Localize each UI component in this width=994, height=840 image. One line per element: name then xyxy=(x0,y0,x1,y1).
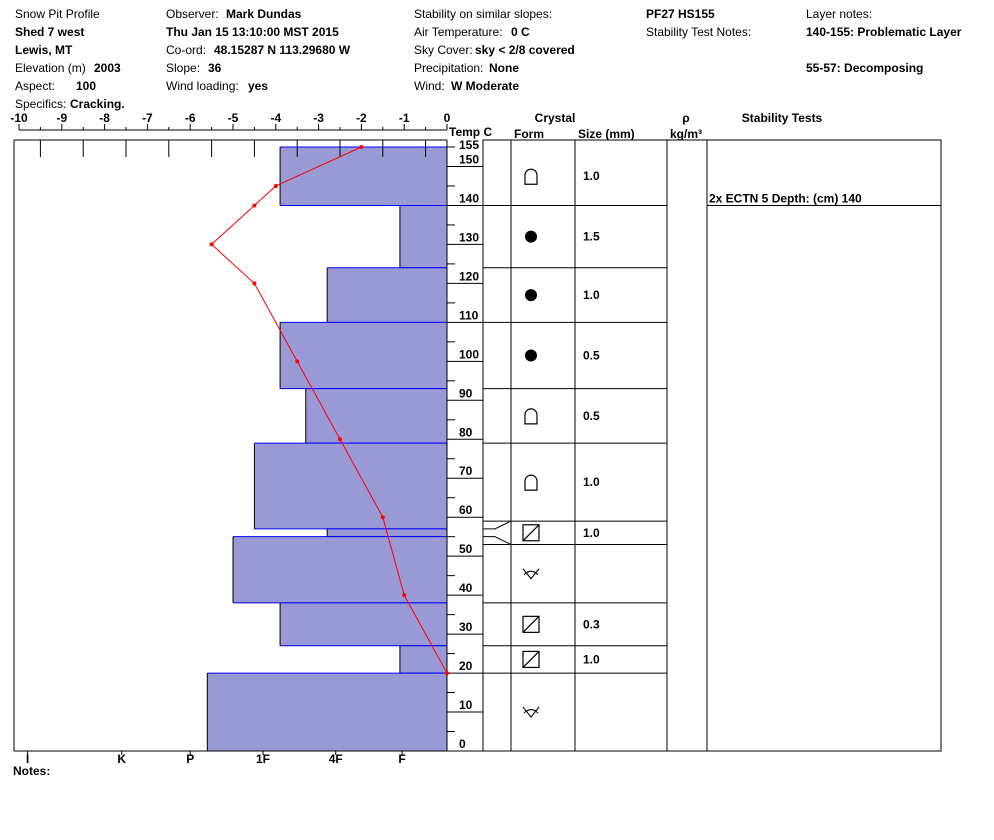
specifics-value: Cracking. xyxy=(70,97,125,111)
hardness-tick-label: 1F xyxy=(255,752,270,766)
crystal-form-icon-faceted xyxy=(523,651,539,667)
wind-loading-label: Wind loading: xyxy=(166,79,239,93)
crystal-form-icon-rounded xyxy=(525,289,537,301)
temp-tick-label: -2 xyxy=(356,111,367,125)
rounding-faceted-icon xyxy=(525,475,537,490)
aspect-value: 100 xyxy=(76,79,97,93)
temperature-point xyxy=(338,437,342,441)
rounding-faceted-icon xyxy=(525,169,537,184)
hardness-bar xyxy=(280,147,447,205)
crystal-form-icon-rounding-faceted xyxy=(525,169,537,184)
layer-connector-top xyxy=(483,521,511,529)
coord-label: Co-ord: xyxy=(166,43,207,57)
crystal-form-icon-rounded xyxy=(525,231,537,243)
layer-table xyxy=(483,140,941,751)
size-column-header: Size (mm) xyxy=(578,127,635,141)
wind-loading-value: yes xyxy=(248,79,269,93)
specifics-label: Specifics: xyxy=(15,97,67,111)
stability-test-result: 2x ECTN 5 Depth: (cm) 140 xyxy=(709,191,862,206)
temp-tick-label: -10 xyxy=(10,111,28,125)
grain-size-value: 0.5 xyxy=(583,348,600,363)
grain-size-value: 1.0 xyxy=(583,652,600,667)
temp-tick-label: -9 xyxy=(56,111,68,125)
temperature-point xyxy=(295,359,299,363)
temp-tick-label: -3 xyxy=(313,111,324,125)
temp-tick-label: -5 xyxy=(227,111,239,125)
depth-tick-label: 100 xyxy=(459,347,480,362)
aspect-label: Aspect: xyxy=(15,79,56,93)
depth-tick-label: 60 xyxy=(459,503,473,518)
density-unit-header: kg/m³ xyxy=(669,127,703,141)
table-frame xyxy=(483,140,941,751)
faceted-grain-diagonal xyxy=(523,525,539,541)
air-temp-label: Air Temperature: xyxy=(414,25,503,39)
temp-column-header: Temp C xyxy=(449,125,493,139)
hardness-tick-label: I xyxy=(25,752,30,766)
faceted-grain-diagonal xyxy=(523,616,539,632)
layer-note-1: 140-155: Problematic Layer xyxy=(806,25,962,39)
hardness-bar xyxy=(207,673,447,751)
observation-datetime: Thu Jan 15 13:10:00 MST 2015 xyxy=(166,25,339,39)
temperature-point xyxy=(210,242,214,246)
rounded-grain-icon xyxy=(525,349,537,361)
grain-size-value: 1.0 xyxy=(583,525,600,540)
hardness-bar xyxy=(233,537,447,603)
air-temp-value: 0 C xyxy=(511,25,530,39)
crystal-form-icon-depth-hoar xyxy=(523,707,539,717)
temp-tick-label: -1 xyxy=(398,111,410,125)
depth-tick-label: 140 xyxy=(459,191,480,206)
precipitation-value: None xyxy=(489,61,519,75)
slope-label: Slope: xyxy=(166,61,201,75)
depth-tick-label: 90 xyxy=(459,386,473,401)
hardness-bar xyxy=(280,603,447,646)
depth-tick-label: 30 xyxy=(459,620,473,635)
hardness-bar xyxy=(327,268,447,323)
rounded-grain-icon xyxy=(525,231,537,243)
region: Lewis, MT xyxy=(15,43,73,57)
wind-value: W Moderate xyxy=(451,79,520,93)
depth-tick-label: 10 xyxy=(459,698,473,713)
depth-hoar-icon xyxy=(523,707,539,717)
hardness-tick-label: 4F xyxy=(328,752,343,766)
depth-tick-label: 20 xyxy=(459,659,473,674)
grain-size-value: 0.3 xyxy=(583,617,600,632)
layer-notes-label: Layer notes: xyxy=(806,7,873,21)
temperature-point xyxy=(381,515,385,519)
rounding-faceted-icon xyxy=(525,409,537,424)
pit-title: Snow Pit Profile xyxy=(15,7,100,21)
temperature-point xyxy=(274,184,278,188)
stability-notes-label: Stability Test Notes: xyxy=(646,25,752,39)
depth-tick-label: 40 xyxy=(459,581,473,596)
sky-cover-label: Sky Cover: xyxy=(414,43,473,57)
hardness-bar xyxy=(400,205,447,267)
faceted-grain-diagonal xyxy=(523,651,539,667)
depth-tick-label: 110 xyxy=(459,308,479,323)
coord-value: 48.15287 N 113.29680 W xyxy=(214,43,351,57)
depth-tick-label: 120 xyxy=(459,269,480,284)
density-column-header: ρ xyxy=(682,111,690,125)
crystal-form-icon-faceted xyxy=(523,525,539,541)
observer-label: Observer: xyxy=(166,7,219,21)
hardness-bar xyxy=(280,322,447,388)
elevation-value: 2003 xyxy=(94,61,121,75)
temp-tick-label: -4 xyxy=(270,111,282,125)
stability-similar-label: Stability on similar slopes: xyxy=(414,7,553,21)
depth-tick-label: 50 xyxy=(459,542,473,557)
wind-label: Wind: xyxy=(414,79,445,93)
temp-tick-label: -6 xyxy=(184,111,196,125)
depth-tick-label: 130 xyxy=(459,230,480,245)
grain-size-value: 1.0 xyxy=(583,475,600,490)
stability-tests-header: Stability Tests xyxy=(741,111,823,125)
grain-size-value: 1.5 xyxy=(583,229,600,244)
observer-value: Mark Dundas xyxy=(226,7,302,21)
location-name: Shed 7 west xyxy=(15,25,85,39)
grain-size-value: 1.0 xyxy=(583,288,600,303)
hardness-tick-label: F xyxy=(398,752,406,766)
layer-connector-bottom xyxy=(483,537,511,545)
crystal-column-header: Crystal xyxy=(534,111,576,125)
elevation-label: Elevation (m) xyxy=(15,61,86,75)
hardness-bars xyxy=(207,147,447,751)
crystal-form-icon-faceted xyxy=(523,616,539,632)
depth-tick-label: 70 xyxy=(459,464,473,479)
crystal-form-icon-rounding-faceted xyxy=(525,475,537,490)
grain-size-value: 1.0 xyxy=(583,169,600,184)
hardness-tick-label: K xyxy=(117,752,127,766)
notes-label: Notes: xyxy=(13,764,51,778)
grain-size-value: 0.5 xyxy=(583,408,600,423)
depth-tick-label: 0 xyxy=(459,737,466,751)
crystal-form-icon-depth-hoar xyxy=(523,569,539,579)
hardness-tick-label: P xyxy=(186,752,195,766)
crystal-form-icon-rounding-faceted xyxy=(525,409,537,424)
depth-tick-label: 80 xyxy=(459,425,473,440)
temperature-point xyxy=(252,203,256,207)
form-column-header: Form xyxy=(514,127,544,141)
pit-id: PF27 HS155 xyxy=(646,7,715,21)
temp-tick-label: -8 xyxy=(99,111,110,125)
depth-tick-label: 155 xyxy=(459,138,480,152)
rounded-grain-icon xyxy=(525,289,537,301)
temp-tick-label: -7 xyxy=(142,111,153,125)
depth-tick-label: 150 xyxy=(459,152,480,167)
temperature-point xyxy=(402,593,406,597)
sky-cover-value: sky < 2/8 covered xyxy=(475,43,575,57)
temp-tick-label: 0 xyxy=(443,111,451,125)
temperature-point xyxy=(252,281,256,285)
depth-hoar-icon xyxy=(523,569,539,579)
temperature-point xyxy=(359,145,363,149)
slope-value: 36 xyxy=(208,61,222,75)
hardness-bar xyxy=(254,443,447,529)
layer-note-2: 55-57: Decomposing xyxy=(806,61,924,75)
precipitation-label: Precipitation: xyxy=(414,61,484,75)
temperature-point xyxy=(445,671,449,675)
crystal-form-icon-rounded xyxy=(525,349,537,361)
